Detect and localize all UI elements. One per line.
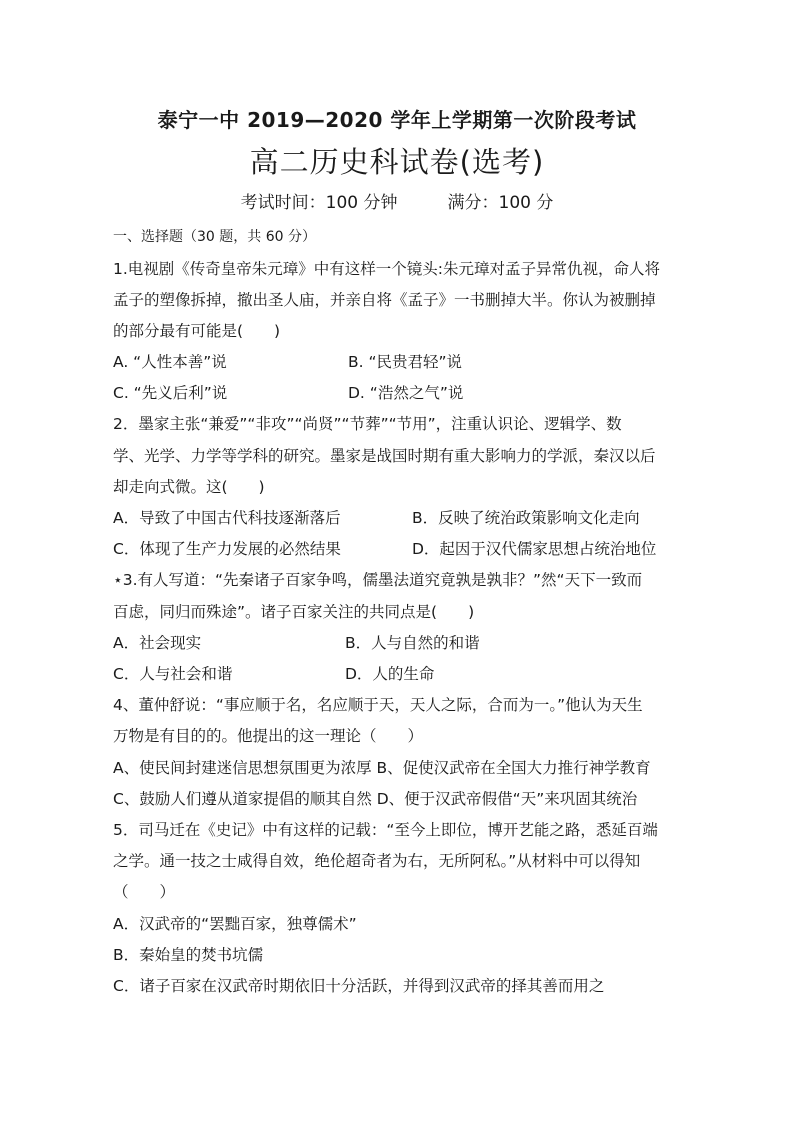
q2-line-2: 学、光学、力学等学科的研究。墨家是战国时期有重大影响力的学派，秦汉以后 xyxy=(113,447,656,465)
q1-option-b: B. “民贵君轻”说 xyxy=(348,353,463,371)
q5-option-b: B．秦始皇的焚书坑儒 xyxy=(113,946,264,964)
q2-line-3: 却走向式微。这( ) xyxy=(113,478,265,496)
section-heading: 一、选择题（30 题，共 60 分） xyxy=(113,229,316,245)
q5-line-1: 5．司马迁在《史记》中有这样的记载：“至今上即位，博开艺能之路，悉延百端 xyxy=(113,821,658,839)
q2-option-b: B．反映了统治政策影响文化走向 xyxy=(412,509,640,527)
q1-option-c: C. “先义后利”说 xyxy=(113,384,228,402)
q4-line-2: 万物是有目的的。他提出的这一理论（ ） xyxy=(113,727,424,745)
q2-line-1: 2．墨家主张“兼爱”“非攻”“尚贤”“节葬”“节用”，注重认识论、逻辑学、数 xyxy=(113,415,622,433)
q1-option-a: A. “人性本善”说 xyxy=(113,353,227,371)
q1-line-1: 1.电视剧《传奇皇帝朱元璋》中有这样一个镜头:朱元璋对孟子异常仇视，命人将 xyxy=(113,260,661,278)
q4-options-cd: C、鼓励人们遵从道家提倡的顺其自然 D、便于汉武帝假借“天”来巩固其统治 xyxy=(113,790,638,808)
exam-time: 考试时间：100 分钟 xyxy=(240,193,398,213)
q3-line-2: 百虑，同归而殊途”。诸子百家关注的共同点是( ) xyxy=(113,603,475,621)
q5-option-c: C．诸子百家在汉武帝时期依旧十分活跃，并得到汉武帝的择其善而用之 xyxy=(113,977,605,995)
q3-option-c: C．人与社会和谐 xyxy=(113,665,233,683)
q3-option-d: D．人的生命 xyxy=(345,665,435,683)
paper-title: 高二历史科试卷(选考) xyxy=(249,145,545,179)
exam-info xyxy=(0,188,794,213)
q4-options-ab: A、使民间封建迷信思想氛围更为浓厚 B、促使汉武帝在全国大力推行神学教育 xyxy=(113,759,651,777)
q4-line-1: 4、董仲舒说：“事应顺于名，名应顺于天，天人之际，合而为一。”他认为天生 xyxy=(113,696,643,714)
q1-line-3: 的部分最有可能是( ) xyxy=(113,322,281,340)
q2-option-a: A．导致了中国古代科技逐渐落后 xyxy=(113,509,341,527)
q3-line-1: ⋆3.有人写道：“先秦诸子百家争鸣，儒墨法道究竟孰是孰非？”然“天下一致而 xyxy=(113,571,643,589)
q1-line-2: 孟子的塑像拆掉，撤出圣人庙，并亲自将《孟子》一书删掉大半。你认为被删掉 xyxy=(113,291,656,309)
school-exam-title: 泰宁一中 2019—2020 学年上学期第一次阶段考试 xyxy=(157,108,637,132)
q5-line-2: 之学。通一技之士咸得自效，绝伦超奇者为右，无所阿私。”从材料中可以得知 xyxy=(113,852,641,870)
full-score: 满分：100 分 xyxy=(447,193,554,213)
q2-option-d: D．起因于汉代儒家思想占统治地位 xyxy=(412,540,657,558)
q5-option-a: A．汉武帝的“罢黜百家，独尊儒术” xyxy=(113,915,357,933)
q2-option-c: C．体现了生产力发展的必然结果 xyxy=(113,540,341,558)
q3-option-b: B．人与自然的和谐 xyxy=(345,634,480,652)
q3-option-a: A．社会现实 xyxy=(113,634,202,652)
q1-option-d: D. “浩然之气”说 xyxy=(348,384,464,402)
q5-line-3: （ ） xyxy=(113,883,176,901)
